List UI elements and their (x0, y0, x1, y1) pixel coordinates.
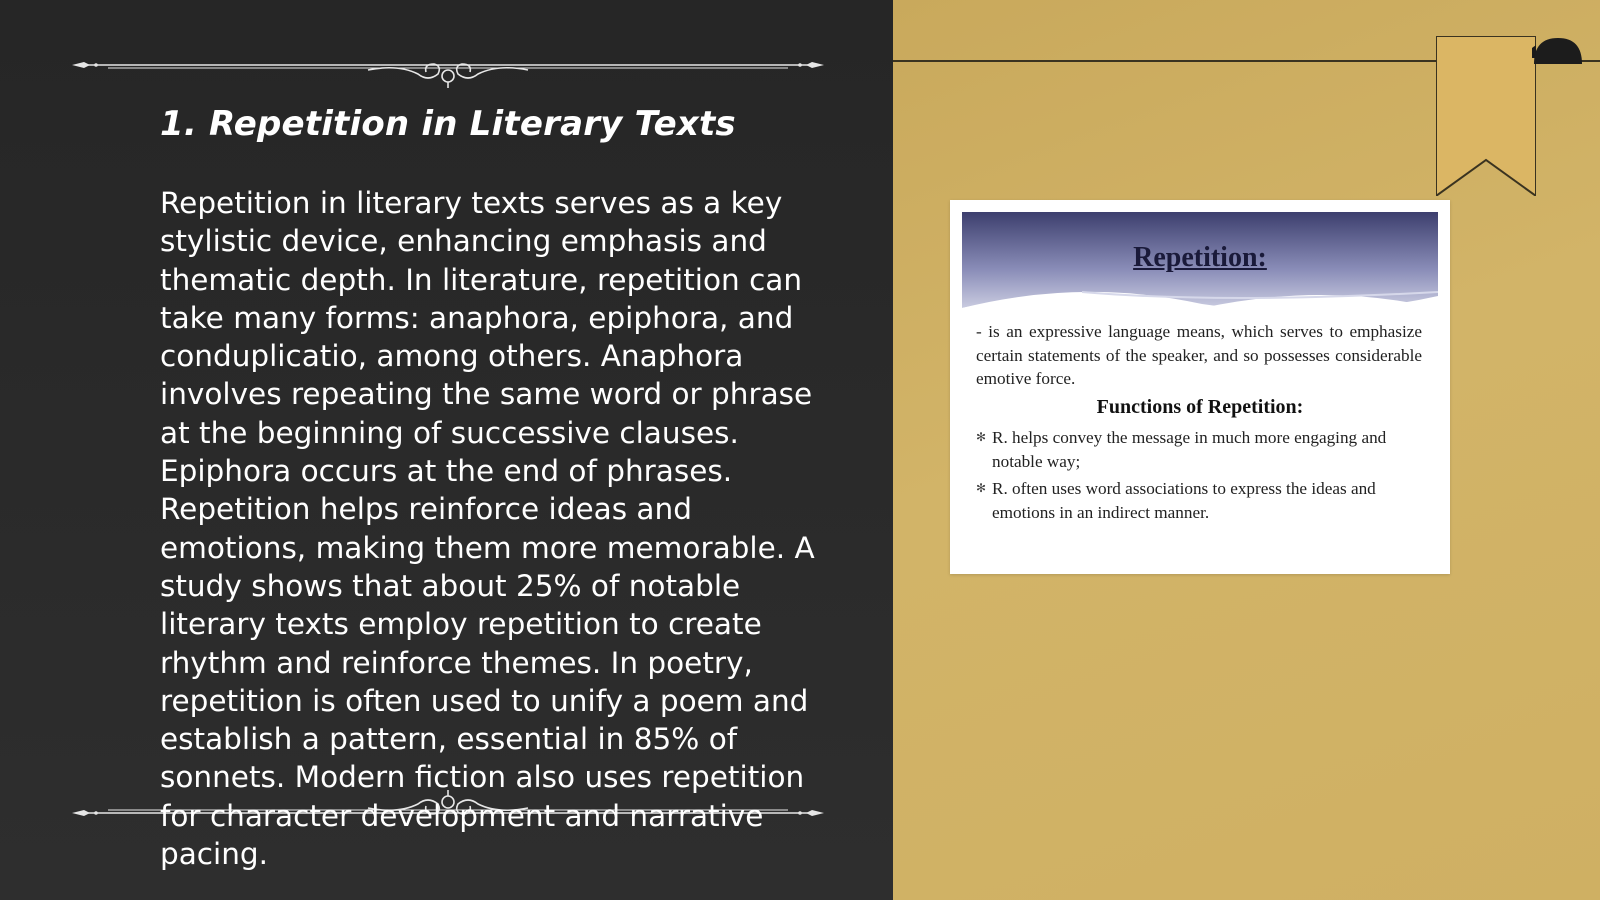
card-header-banner (962, 212, 1438, 332)
ribbon-curl-icon (1532, 36, 1584, 66)
bookmark-ribbon-icon (1436, 36, 1536, 196)
list-item (976, 426, 1426, 473)
asterisk-bullet-icon: ✻ (976, 481, 987, 495)
scroll-ornament-divider-top (68, 48, 828, 88)
slide-body-text: Repetition in literary texts serves as a key stylistic device, enhancing emphasis and thematic depth. In literature, repetition can take many forms: anaphora, epiphora, and conduplicatio, among others. Anaphora involves repeating the same word or phrase at the beginning of successive clauses. Epiphora occurs at the end of phrases. Repetition helps reinforce ideas and emotions, making them more memorable. A study shows that about 25% of notable literary texts employ repetition to create rhythm and reinforce themes. In poetry, repetition is often used to unify a poem and establish a pattern, essential in 85% of sonnets. Modern fiction also uses repetition for character development and narrative pacing. (160, 186, 815, 872)
card-description: - is an expressive language means, which serves to emphasize certain statements of the speaker, and so possesses considerable emotive force. (976, 322, 1422, 388)
slide-title: 1. Repetition in Literary Texts (160, 104, 736, 144)
asterisk-bullet-icon: ✻ (976, 430, 987, 444)
card-title: Repetition: (1133, 242, 1267, 273)
card-subheading: Functions of Repetition: (1096, 396, 1304, 418)
functions-list (976, 426, 1426, 528)
repetition-definition-image (950, 200, 1450, 574)
list-item (976, 477, 1426, 524)
list-item-text: R. often uses word associations to express the ideas and emotions in an indirect manner. (992, 479, 1376, 522)
list-item-text: R. helps convey the message in much more engaging and notable way; (992, 428, 1387, 471)
